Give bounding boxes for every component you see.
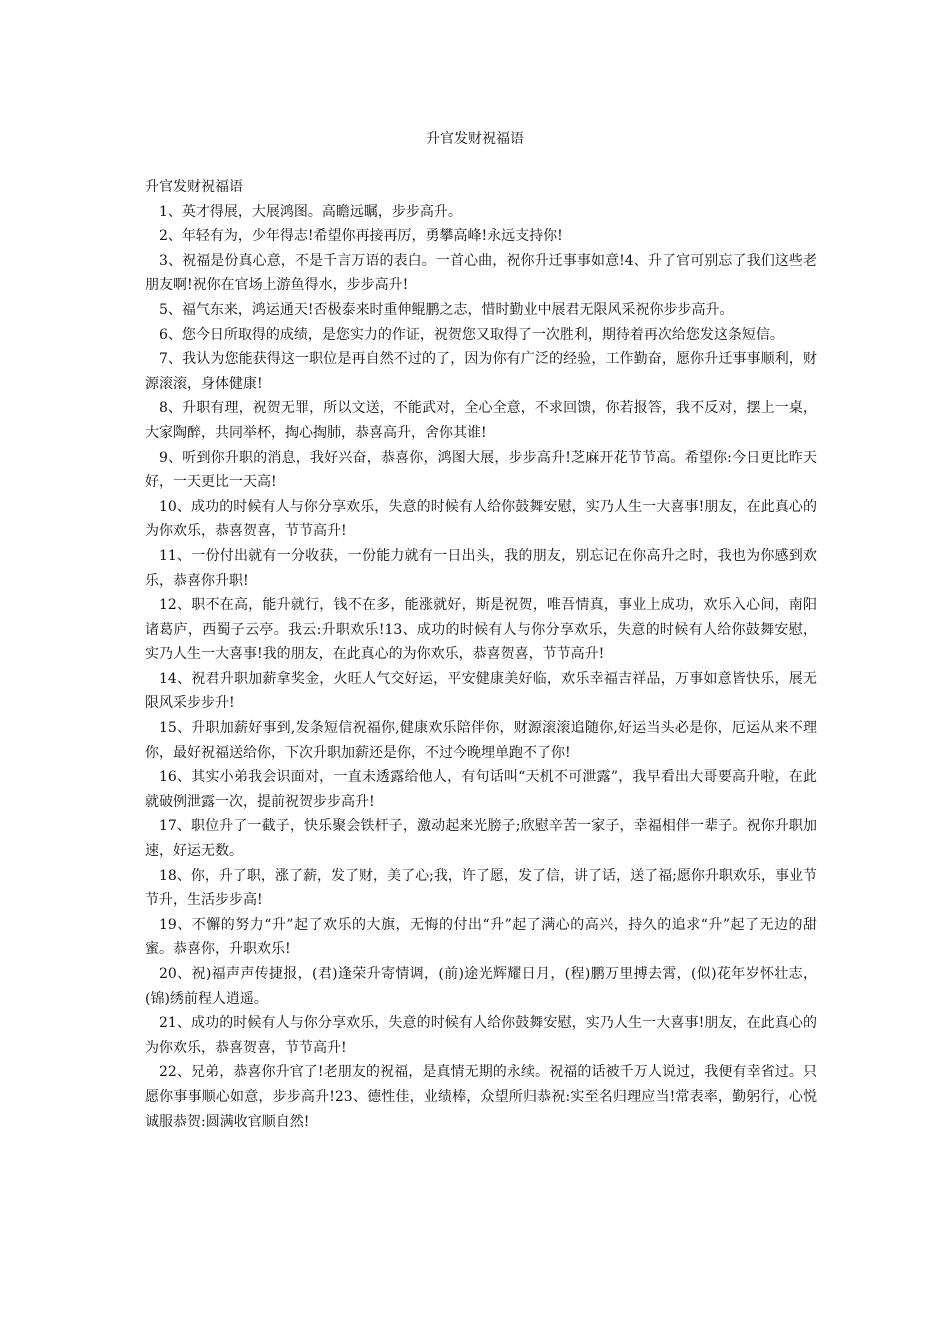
paragraph-14: 16、其实小弟我会识面对，一直未透露给他人，有句话叫“天机不可泄露”，我早看出大哥要高升啦，在此就破例泄露一次，提前祝贺步步高升!	[145, 769, 817, 810]
paragraph-7: 8、升职有理，祝贺无罪，所以文送，不能武对，全心全意，不求回馈，你若报答，我不反对，摆上一桌，大家陶醉，共同举杯，掏心掏肺，恭喜高升，舍你其谁!	[145, 400, 817, 441]
document-title: 升官发财祝福语	[426, 131, 524, 147]
document-subtitle: 升官发财祝福语	[145, 179, 243, 195]
paragraph-18: 20、祝)福声声传捷报，(君)逢荣升寄情调，(前)途光辉耀日月，(程)鹏万里搏去霄，(似)花年岁怀壮志，(锦)绣前程人逍遥。	[145, 966, 817, 1007]
paragraph-6: 7、我认为您能获得这一职位是再自然不过的了，因为你有广泛的经验，工作勤奋，愿你升迁事事顺利，财源滚滚，身体健康!	[145, 351, 817, 392]
paragraph-1: 1、英才得展，大展鸿图。高瞻远瞩，步步高升。	[159, 203, 462, 220]
paragraph-16: 18、你，升了职，涨了薪，发了财，美了心;我，许了愿，发了信，讲了话，送了福;愿你升职欢乐，事业节节升，生活步步高!	[145, 867, 817, 909]
paragraph-19: 21、成功的时候有人与你分享欢乐，失意的时候有人给你鼓舞安慰，实乃人生一大喜事!朋友，在此真心的为你欢乐，恭喜贺喜，节节高升!	[145, 1015, 817, 1056]
paragraph-5: 6、您今日所取得的成绩，是您实力的作证，祝贺您又取得了一次胜利，期待着再次给您发这条短信。	[159, 326, 784, 343]
paragraph-13: 15、升职加薪好事到,发条短信祝福你,健康欢乐陪伴你，财源滚滚追随你,好运当头必是你，厄运从来不理你，最好祝福送给你，下次升职加薪还是你，不过今晚埋单跑不了你!	[145, 720, 817, 761]
paragraph-20: 22、兄弟，恭喜你升官了!老朋友的祝福，是真情无期的永续。祝福的话被千万人说过，我便有幸省过。只愿你事事顺心如意，步步高升!23、德性佳，业绩棒，众望所归恭祝:实至名归理应当!常表率，勤躬行，心悦诚服恭贺:圆满收官顺自然!	[145, 1064, 817, 1130]
paragraph-8: 9、听到你升职的消息，我好兴奋，恭喜你，鸿图大展，步步高升!芝麻开花节节高。希望你:今日更比昨天好，一天更比一天高!	[145, 449, 817, 491]
paragraph-11: 12、职不在高，能升就行，钱不在多，能涨就好，斯是祝贺，唯吾情真，事业上成功，欢乐入心间，南阳诸葛庐，西蜀子云亭。我云:升职欢乐!13、成功的时候有人与你分享欢乐，失意的时候有人给你鼓舞安慰，实乃人生一大喜事!我的朋友，在此真心的为你欢乐，恭喜贺喜，节节高升!	[145, 597, 817, 663]
paragraph-4: 5、福气东来，鸿运通天!否极泰来时重伸鲲鹏之志，惜时勤业中展君无限风采祝你步步高升。	[159, 301, 734, 318]
paragraph-17: 19、不懈的努力“升”起了欢乐的大旗，无悔的付出“升”起了满心的高兴，持久的追求“升”起了无边的甜蜜。恭喜你，升职欢乐!	[145, 916, 817, 958]
document-body	[145, 175, 817, 1134]
paragraph-2: 2、年轻有为，少年得志!希望你再接再厉，勇攀高峰!永远支持你!	[159, 228, 563, 245]
paragraph-3: 3、祝福是份真心意，不是千言万语的表白。一首心曲，祝你升迁事事如意!4、升了官可别忘了我们这些老朋友啊!祝你在官场上游鱼得水，步步高升!	[145, 252, 817, 294]
paragraph-10: 11、一份付出就有一分收获，一份能力就有一日出头，我的朋友，别忘记在你高升之时，我也为你感到欢乐，恭喜你升职!	[145, 547, 817, 589]
paragraph-15: 17、职位升了一截子，快乐聚会铁杆子，激动起来光膀子;欣慰辛苦一家子，幸福相伴一辈子。祝你升职加速，好运无数。	[145, 818, 817, 860]
paragraph-9: 10、成功的时候有人与你分享欢乐，失意的时候有人给你鼓舞安慰，实乃人生一大喜事!朋友，在此真心的为你欢乐，恭喜贺喜，节节高升!	[145, 498, 817, 540]
paragraph-12: 14、祝君升职加薪拿奖金，火旺人气交好运，平安健康美好临，欢乐幸福吉祥品，万事如意皆快乐，展无限风采步步升!	[145, 670, 817, 712]
